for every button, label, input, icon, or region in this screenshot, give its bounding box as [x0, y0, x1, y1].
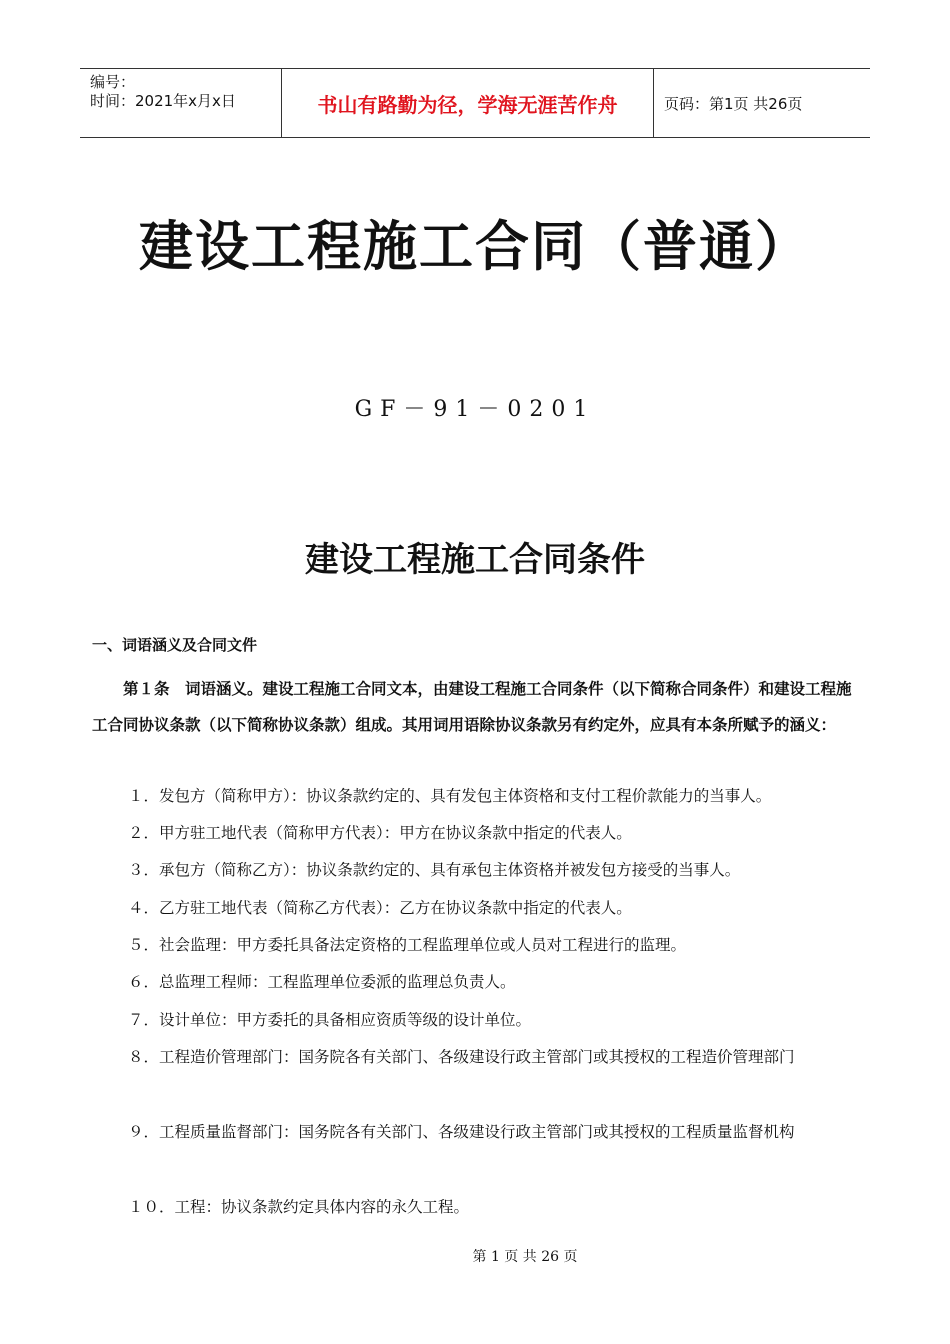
header-meta [80, 69, 282, 137]
header-motto: 书山有路勤为径，学海无涯苦作舟 [282, 69, 654, 137]
document-title: 建设工程施工合同（普通） [139, 215, 811, 278]
document-code: GF－91－0201 [354, 397, 596, 422]
definition-item: ８．工程造价管理部门：国务院各有关部门、各级建设行政主管部门或其授权的工程造价管理部门 [128, 1048, 795, 1066]
document-subtitle: 建设工程施工合同条件 [305, 540, 645, 580]
definition-item: １．发包方（简称甲方）：协议条款约定的、具有发包主体资格和支付工程价款能力的当事人。 [128, 787, 772, 805]
header-page-info: 页码：第1页 共26页 [664, 94, 803, 113]
definition-item: １０．工程：协议条款约定具体内容的永久工程。 [128, 1198, 470, 1216]
section-heading: 一、词语涵义及合同文件 [92, 636, 258, 654]
definition-item: ６．总监理工程师：工程监理单位委派的监理总负责人。 [128, 973, 516, 991]
definition-item: ９．工程质量监督部门：国务院各有关部门、各级建设行政主管部门或其授权的工程质量监督机构 [128, 1123, 795, 1141]
page-header [80, 68, 870, 138]
definition-item: ２．甲方驻工地代表（简称甲方代表）：甲方在协议条款中指定的代表人。 [128, 824, 632, 842]
definition-item: ３．承包方（简称乙方）：协议条款约定的、具有承包主体资格并被发包方接受的当事人。 [128, 861, 741, 879]
number-label: 编号： [90, 73, 136, 91]
definition-item: ５．社会监理：甲方委托具备法定资格的工程监理单位或人员对工程进行的监理。 [128, 936, 687, 954]
definition-item: ７．设计单位：甲方委托的具备相应资质等级的设计单位。 [128, 1011, 532, 1029]
page-footer: 第 1 页 共 26 页 [472, 1249, 578, 1265]
article-1-paragraph: 第１条 词语涵义。建设工程施工合同文本，由建设工程施工合同条件（以下简称合同条件）和建设工程施工合同协议条款（以下简称协议条款）组成。其用词用语除协议条款另有约定外，应具有本条所赋予的涵义： [92, 680, 852, 734]
time-label: 时间：2021年x月x日 [90, 92, 236, 110]
definition-item: ４．乙方驻工地代表（简称乙方代表）：乙方在协议条款中指定的代表人。 [128, 899, 632, 917]
